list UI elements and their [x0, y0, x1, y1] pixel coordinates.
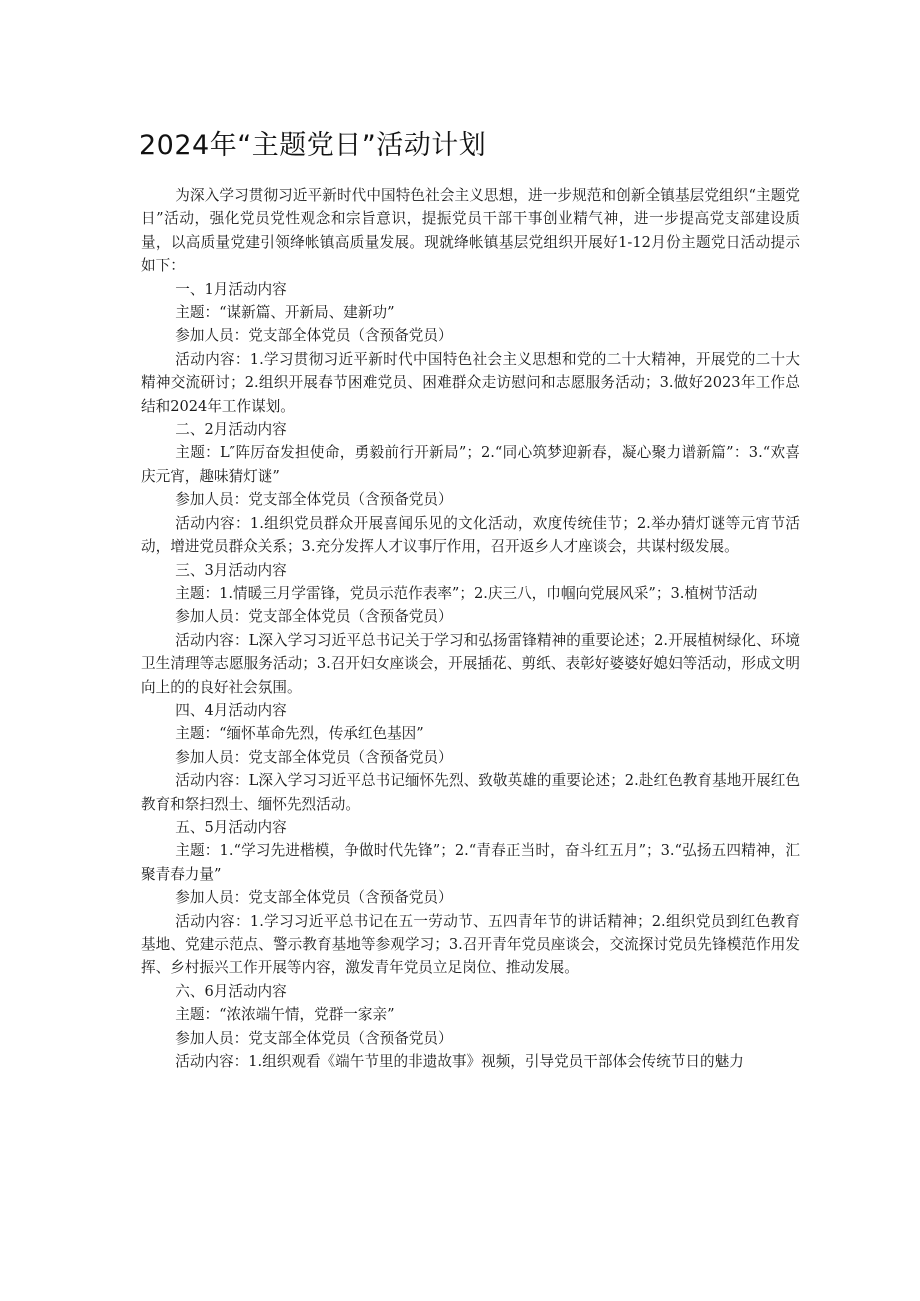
participants-line: 参加人员：党支部全体党员（含预备党员） [175, 889, 453, 907]
theme-line: 主题：“谋新篇、开新局、建新功” [175, 304, 395, 322]
participants-line: 参加人员：党支部全体党员（含预备党员） [175, 748, 453, 766]
activity-content: 活动内容：1.组织观看《端午节里的非遗故事》视频，引导党员干部体会传统节日的魅力 [175, 1053, 744, 1071]
document-body [141, 184, 800, 1073]
section-heading-march: 三、3月活动内容 [175, 561, 287, 579]
section-heading-june: 六、6月活动内容 [175, 982, 287, 1000]
section-heading-february: 二、2月活动内容 [175, 421, 287, 439]
document-title: 2024年“主题党日”活动计划 [139, 130, 487, 161]
activity-content: 活动内容：1.学习习近平总书记在五一劳动节、五四青年节的讲话精神；2.组织党员到红色教育基地、党建示范点、警示教育基地等参观学习；3.召开青年党员座谈会，交流探讨党员先锋模范作用发挥、乡村振兴工作开展等内容，激发青年党员立足岗位、推动发展。 [141, 912, 800, 977]
participants-line: 参加人员：党支部全体党员（含预备党员） [175, 1029, 453, 1047]
intro-paragraph: 为深入学习贯彻习近平新时代中国特色社会主义思想，进一步规范和创新全镇基层党组织“主题党日”活动，强化党员党性观念和宗旨意识，提振党员干部干事创业精气神，进一步提高党支部建设质量，以高质量党建引领绛帐镇高质量发展。现就绛帐镇基层党组织开展好1-12月份主题党日活动提示如下： [141, 187, 800, 275]
section-heading-january: 一、1月活动内容 [175, 280, 287, 298]
theme-line: 主题：1.情暖三月学雷锋，党员示范作表率”；2.庆三八，巾帼向党展风采”；3.植树节活动 [175, 584, 758, 602]
activity-content: 活动内容：L深入学习习近平总书记缅怀先烈、致敬英雄的重要论述；2.赴红色教育基地开展红色教育和祭扫烈士、缅怀先烈活动。 [141, 772, 800, 813]
theme-line: 主题：“浓浓端午情，党群一家亲” [175, 1006, 395, 1024]
participants-line: 参加人员：党支部全体党员（含预备党员） [175, 608, 453, 626]
section-heading-may: 五、5月活动内容 [175, 818, 287, 836]
participants-line: 参加人员：党支部全体党员（含预备党员） [175, 491, 453, 509]
activity-content: 活动内容：1.组织党员群众开展喜闻乐见的文化活动，欢度传统佳节；2.举办猜灯谜等元宵节活动，增进党员群众关系；3.充分发挥人才议事厅作用，召开返乡人才座谈会，共谋村级发展。 [141, 514, 800, 556]
theme-line: 主题：1.“学习先进楷模，争做时代先锋”；2.“青春正当时，奋斗红五月”；3.“弘扬五四精神，汇聚青春力量” [141, 842, 800, 883]
section-heading-april: 四、4月活动内容 [175, 701, 287, 719]
participants-line: 参加人员：党支部全体党员（含预备党员） [175, 327, 453, 345]
activity-content: 活动内容：1.学习贯彻习近平新时代中国特色社会主义思想和党的二十大精神，开展党的二十大精神交流研讨；2.组织开展春节困难党员、困难群众走访慰问和志愿服务活动；3.做好2023年工作总结和2024年工作谋划。 [141, 350, 800, 415]
theme-line: 主题：L″阵厉奋发担使命，勇毅前行开新局”；2.“同心筑梦迎新春，凝心聚力谱新篇”：3.“欢喜庆元宵，趣味猜灯谜” [141, 444, 800, 485]
theme-line: 主题：“缅怀革命先烈，传承红色基因” [175, 725, 424, 743]
activity-content: 活动内容：L深入学习习近平总书记关于学习和弘扬雷锋精神的重要论述；2.开展植树绿化、环境卫生清理等志愿服务活动；3.召开妇女座谈会，开展插花、剪纸、表彰好婆婆好媳妇等活动，形成文明向上的的良好社会氛围。 [141, 631, 800, 696]
